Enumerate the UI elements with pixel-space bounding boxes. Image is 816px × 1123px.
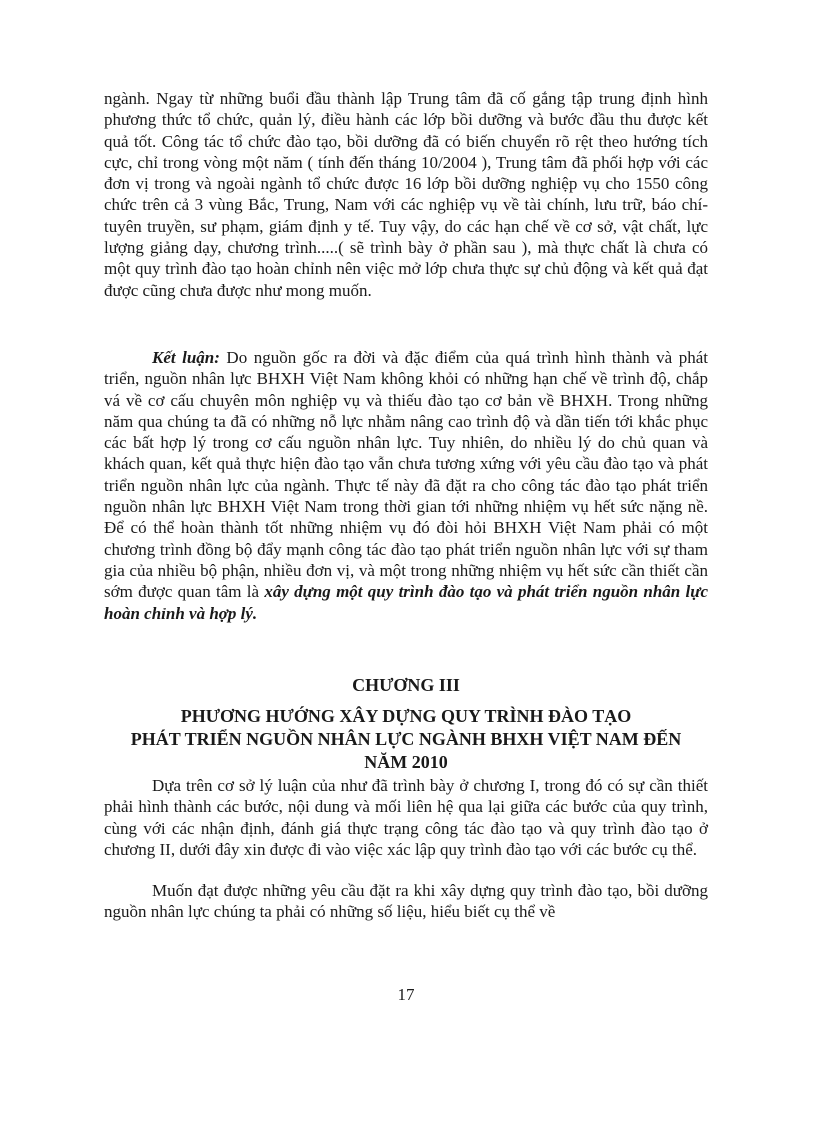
chapter-label: CHƯƠNG III bbox=[352, 675, 460, 695]
chapter-title-line-2: PHÁT TRIỂN NGUỒN NHÂN LỰC NGÀNH BHXH VIỆT NAM ĐẾN bbox=[130, 729, 682, 749]
paragraph-intro: ngành. Ngay từ những buổi đầu thành lập Trung tâm đã cố gắng tập trung định hình phương thức tổ chức, quản lý, điều hành các lớp bồi dưỡng và bước đầu thu được kết quả tốt. Công tác tổ chức đào tạo, bồi dưỡng đã có biến chuyển rõ rệt theo hướng tích cực, chỉ trong vòng một năm ( tính đến tháng 10/2004 ), Trung tâm đã phối hợp với các đơn vị trong và ngoài ngành tổ chức được 16 lớp bồi dưỡng nghiệp vụ cho 1550 công chức trên cả 3 vùng Bắc, Trung, Nam với các nghiệp vụ về tài chính, lưu trữ, báo chí- tuyên truyền, sư phạm, giám định y tế. Tuy vậy, do các hạn chế về cơ sở, vật chất, lực lượng giảng dạy, chương trình.....( sẽ trình bày ở phần sau ), mà thực chất là chưa có một quy trình đào tạo hoàn chỉnh nên việc mở lớp chưa thực sự chủ động và kết quả đạt được cũng chưa được như mong muốn. bbox=[104, 89, 708, 300]
conclusion-emphasis: xây dựng một quy trình đào tạo và phát triển nguồn nhân lực hoàn chỉnh và hợp lý. bbox=[104, 582, 709, 623]
conclusion-text: Do nguồn gốc ra đời và đặc điểm của quá trình hình thành và phát triển, nguồn nhân lực BHXH Việt Nam không khỏi có những hạn chế về trình độ, chắp vá về cơ cấu chuyên môn nghiệp vụ và thiếu đào tạo cơ bản về BHXH. Trong những năm qua chúng ta đã có những nỗ lực nhằm nâng cao trình độ và dần tiến tới khắc phục các bất hợp lý trong cơ cấu nguồn nhân lực. Tuy nhiên, do nhiều lý do chủ quan và khách quan, kết quả thực hiện đào tạo vẫn chưa tương xứng với yêu cầu đào tạo và phát triển nguồn nhân lực của ngành. Thực tế này đã đặt ra cho công tác đào tạo phát triển nguồn nhân lực BHXH Việt Nam trong thời gian tới những nhiệm vụ hết sức nặng nề. Để có thể hoàn thành tốt những nhiệm vụ đó đòi hỏi BHXH Việt Nam phải có một chương trình đồng bộ đẩy mạnh công tác đào tạo phát triển nguồn nhân lực với sự tham gia của nhiều bộ phận, nhiều đơn vị, và một trong những nhiệm vụ hết sức cần thiết cần sớm được quan tâm là bbox=[104, 348, 709, 602]
chapter-title-line-1: PHƯƠNG HƯỚNG XÂY DỰNG QUY TRÌNH ĐÀO TẠO bbox=[180, 706, 632, 726]
paragraph-conclusion bbox=[104, 347, 708, 624]
paragraph-requirements: Muốn đạt được những yêu cầu đặt ra khi xây dựng quy trình đào tạo, bồi dưỡng nguồn nhân lực chúng ta phải có những số liệu, hiểu biết cụ thể về bbox=[104, 881, 708, 922]
paragraph-chapter-intro: Dựa trên cơ sở lý luận của như đã trình bày ở chương I, trong đó có sự cần thiết phải hình thành các bước, nội dung và mối liên hệ qua lại giữa các bước của quy trình, cùng với các nhận định, đánh giá thực trạng công tác đào tạo và quy trình đào tạo ở chương II, dưới đây xin được đi vào việc xác lập quy trình đào tạo với các bước cụ thể. bbox=[104, 776, 708, 859]
page-number: 17 bbox=[397, 985, 415, 1004]
chapter-title-line-3: NĂM 2010 bbox=[364, 752, 448, 772]
conclusion-label: Kết luận: bbox=[152, 348, 220, 367]
chapter-title bbox=[104, 705, 708, 774]
